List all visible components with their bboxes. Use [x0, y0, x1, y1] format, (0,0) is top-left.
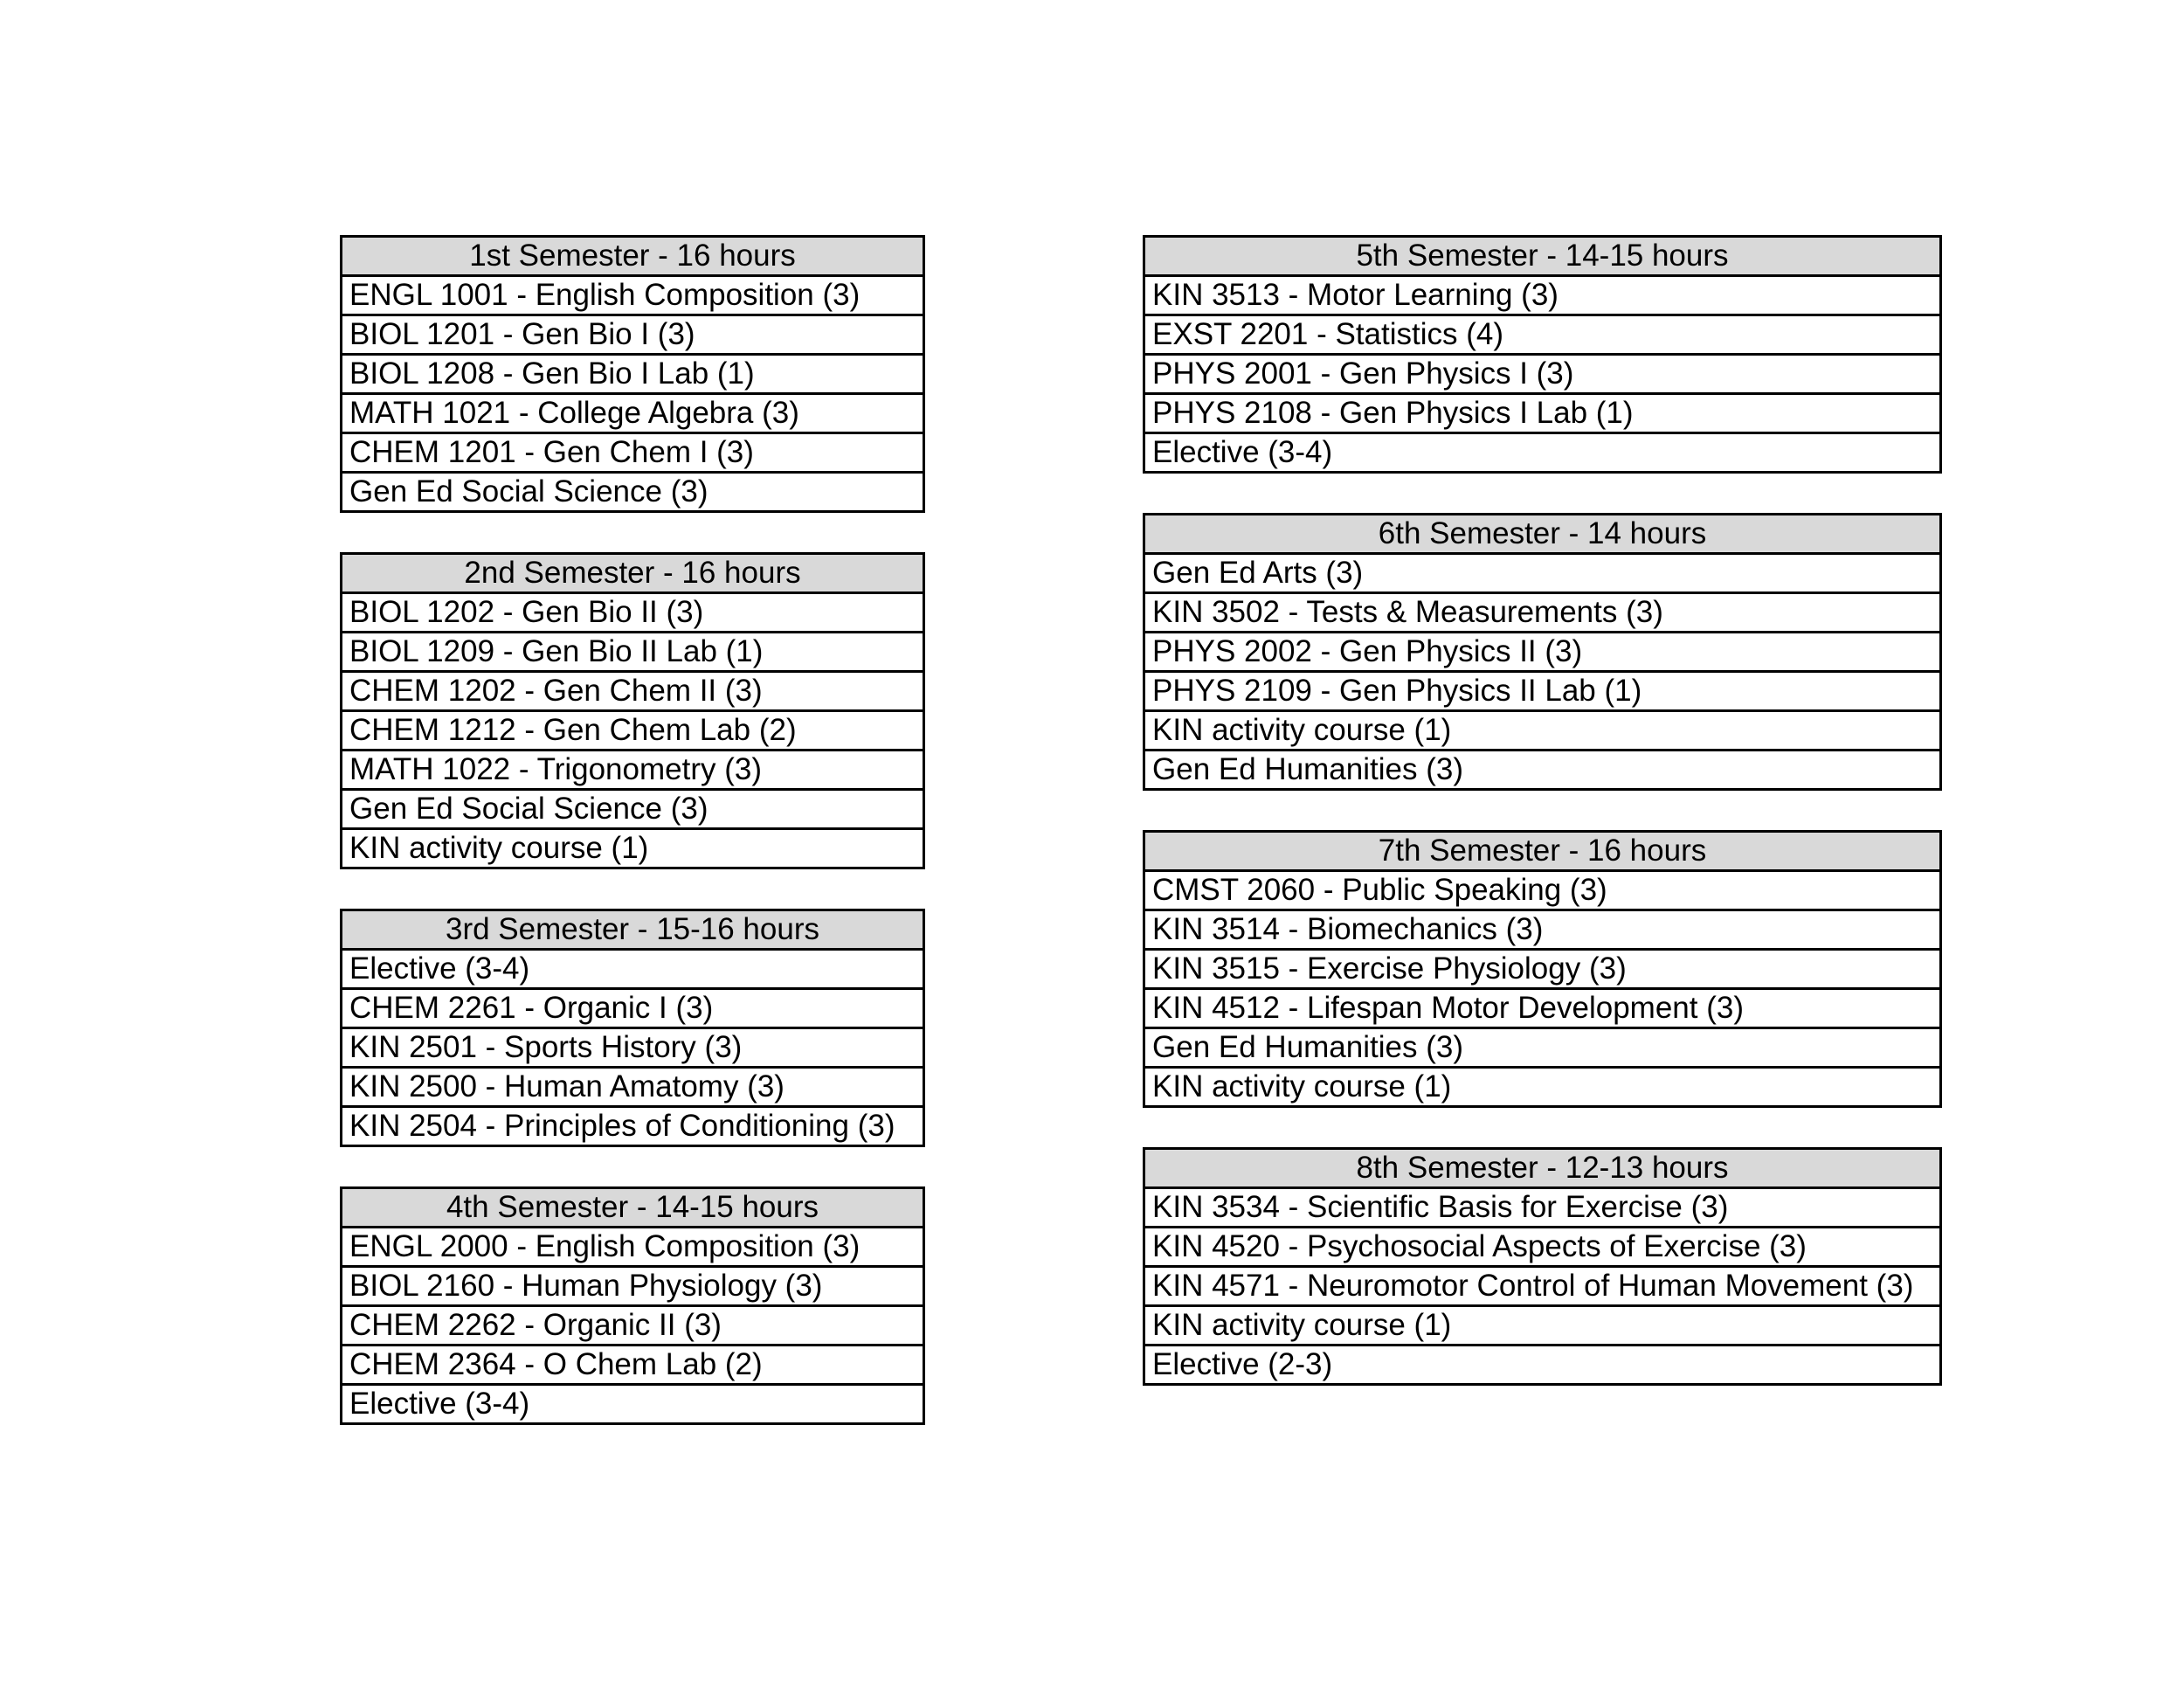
course-row	[1144, 910, 1941, 950]
semester-header-row	[1144, 515, 1941, 554]
course-cell: Elective (3-4)	[342, 1385, 924, 1424]
course-cell: Gen Ed Humanities (3)	[1144, 1028, 1941, 1068]
course-cell: ENGL 1001 - English Composition (3)	[342, 276, 924, 315]
course-row	[1144, 1228, 1941, 1267]
course-row	[1144, 593, 1941, 633]
course-row	[342, 276, 924, 315]
course-row	[342, 829, 924, 868]
course-cell: MATH 1022 - Trigonometry (3)	[342, 751, 924, 790]
course-row	[342, 1028, 924, 1068]
table-spacer	[340, 1147, 925, 1186]
course-cell: BIOL 1209 - Gen Bio II Lab (1)	[342, 633, 924, 672]
semester-title: 6th Semester - 14 hours	[1144, 515, 1941, 554]
course-row	[342, 633, 924, 672]
course-cell: BIOL 1201 - Gen Bio I (3)	[342, 315, 924, 355]
course-row	[1144, 751, 1941, 790]
course-row	[1144, 989, 1941, 1028]
course-cell: Elective (3-4)	[1144, 433, 1941, 473]
course-cell: BIOL 1208 - Gen Bio I Lab (1)	[342, 355, 924, 394]
course-row	[342, 790, 924, 829]
course-cell: Gen Ed Humanities (3)	[1144, 751, 1941, 790]
course-cell: KIN activity course (1)	[1144, 711, 1941, 751]
course-row	[342, 672, 924, 711]
course-cell: PHYS 2109 - Gen Physics II Lab (1)	[1144, 672, 1941, 711]
table-spacer	[340, 869, 925, 909]
course-cell: PHYS 2108 - Gen Physics I Lab (1)	[1144, 394, 1941, 433]
semester-header-row	[1144, 832, 1941, 871]
course-cell: KIN 4520 - Psychosocial Aspects of Exercise (3)	[1144, 1228, 1941, 1267]
course-cell: KIN 3515 - Exercise Physiology (3)	[1144, 950, 1941, 989]
semester-header-row	[342, 554, 924, 593]
course-row	[342, 1107, 924, 1146]
table-spacer	[1143, 791, 1942, 830]
course-row	[1144, 276, 1941, 315]
semester-header-row	[1144, 237, 1941, 276]
semester-title: 8th Semester - 12-13 hours	[1144, 1149, 1941, 1188]
course-row	[342, 1346, 924, 1385]
course-cell: KIN activity course (1)	[1144, 1306, 1941, 1346]
course-row	[342, 355, 924, 394]
semester-table	[1143, 235, 1942, 474]
course-cell: Gen Ed Arts (3)	[1144, 554, 1941, 593]
course-row	[342, 315, 924, 355]
course-row	[342, 1267, 924, 1306]
course-row	[1144, 1306, 1941, 1346]
semester-header-row	[1144, 1149, 1941, 1188]
course-cell: CHEM 1212 - Gen Chem Lab (2)	[342, 711, 924, 751]
course-cell: KIN 2504 - Principles of Conditioning (3)	[342, 1107, 924, 1146]
course-row	[342, 1228, 924, 1267]
course-row	[1144, 433, 1941, 473]
course-cell: CHEM 2262 - Organic II (3)	[342, 1306, 924, 1346]
course-cell: ENGL 2000 - English Composition (3)	[342, 1228, 924, 1267]
semester-title: 3rd Semester - 15-16 hours	[342, 910, 924, 950]
course-row	[342, 593, 924, 633]
course-row	[342, 1068, 924, 1107]
course-cell: BIOL 1202 - Gen Bio II (3)	[342, 593, 924, 633]
course-cell: KIN 4512 - Lifespan Motor Development (3)	[1144, 989, 1941, 1028]
course-cell: Elective (2-3)	[1144, 1346, 1941, 1385]
course-row	[342, 751, 924, 790]
course-row	[342, 950, 924, 989]
course-cell: KIN activity course (1)	[342, 829, 924, 868]
semester-title: 4th Semester - 14-15 hours	[342, 1188, 924, 1228]
table-spacer	[340, 513, 925, 552]
course-cell: KIN 3502 - Tests & Measurements (3)	[1144, 593, 1941, 633]
right-semester-column	[1143, 235, 1942, 1386]
course-row	[1144, 1346, 1941, 1385]
course-cell: KIN 2500 - Human Amatomy (3)	[342, 1068, 924, 1107]
course-row	[1144, 1267, 1941, 1306]
course-cell: PHYS 2002 - Gen Physics II (3)	[1144, 633, 1941, 672]
course-row	[1144, 1068, 1941, 1107]
course-row	[1144, 871, 1941, 910]
course-row	[1144, 1028, 1941, 1068]
course-row	[1144, 711, 1941, 751]
semester-table	[1143, 513, 1942, 791]
course-cell: KIN 2501 - Sports History (3)	[342, 1028, 924, 1068]
course-row	[1144, 394, 1941, 433]
course-cell: CHEM 1202 - Gen Chem II (3)	[342, 672, 924, 711]
left-semester-column	[340, 235, 925, 1425]
course-cell: CHEM 1201 - Gen Chem I (3)	[342, 433, 924, 473]
course-row	[1144, 1188, 1941, 1228]
course-row	[342, 473, 924, 512]
course-cell: CHEM 2364 - O Chem Lab (2)	[342, 1346, 924, 1385]
semester-header-row	[342, 1188, 924, 1228]
semester-title: 5th Semester - 14-15 hours	[1144, 237, 1941, 276]
course-row	[1144, 355, 1941, 394]
semester-table	[340, 909, 925, 1147]
semester-title: 1st Semester - 16 hours	[342, 237, 924, 276]
course-row	[1144, 950, 1941, 989]
course-cell: KIN 3534 - Scientific Basis for Exercise (3)	[1144, 1188, 1941, 1228]
course-row	[342, 711, 924, 751]
semester-title: 2nd Semester - 16 hours	[342, 554, 924, 593]
course-cell: EXST 2201 - Statistics (4)	[1144, 315, 1941, 355]
course-cell: KIN activity course (1)	[1144, 1068, 1941, 1107]
course-cell: CMST 2060 - Public Speaking (3)	[1144, 871, 1941, 910]
course-cell: KIN 3514 - Biomechanics (3)	[1144, 910, 1941, 950]
course-cell: Elective (3-4)	[342, 950, 924, 989]
course-cell: Gen Ed Social Science (3)	[342, 473, 924, 512]
course-cell: KIN 4571 - Neuromotor Control of Human Movement (3)	[1144, 1267, 1941, 1306]
semester-table	[1143, 1147, 1942, 1386]
semester-header-row	[342, 910, 924, 950]
semester-table	[340, 552, 925, 869]
semester-table	[340, 235, 925, 513]
course-cell: PHYS 2001 - Gen Physics I (3)	[1144, 355, 1941, 394]
course-row	[342, 394, 924, 433]
course-cell: MATH 1021 - College Algebra (3)	[342, 394, 924, 433]
course-row	[1144, 554, 1941, 593]
course-cell: BIOL 2160 - Human Physiology (3)	[342, 1267, 924, 1306]
course-row	[1144, 672, 1941, 711]
semester-header-row	[342, 237, 924, 276]
course-row	[342, 1306, 924, 1346]
course-row	[342, 989, 924, 1028]
course-row	[342, 433, 924, 473]
table-spacer	[1143, 474, 1942, 513]
course-row	[1144, 315, 1941, 355]
course-row	[1144, 633, 1941, 672]
semester-title: 7th Semester - 16 hours	[1144, 832, 1941, 871]
course-cell: Gen Ed Social Science (3)	[342, 790, 924, 829]
semester-table	[340, 1186, 925, 1425]
semester-table	[1143, 830, 1942, 1108]
table-spacer	[1143, 1108, 1942, 1147]
course-row	[342, 1385, 924, 1424]
course-cell: KIN 3513 - Motor Learning (3)	[1144, 276, 1941, 315]
course-cell: CHEM 2261 - Organic I (3)	[342, 989, 924, 1028]
